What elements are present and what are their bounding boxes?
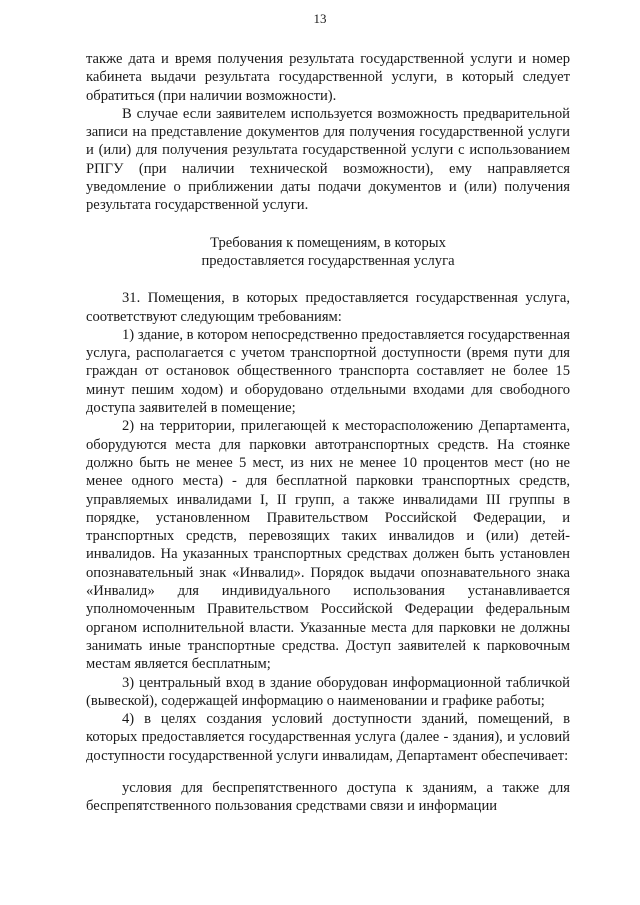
paragraph-item-4: 4) в целях создания условий доступности зданий, помещений, в которых предоставляется государственная услуга (далее - здания), и условий доступности государственной услуги инвалидам, Департамент обеспечивает: [86,711,570,764]
paragraph-item-3: 3) центральный вход в здание оборудован информационной табличкой (вывеской), содержащей информацию о наименовании и графике работы; [86,674,570,709]
section-heading-line-2: предоставляется государственная услуга [201,252,455,269]
page-number: 13 [313,11,327,26]
paragraph-accessibility-conditions: условия для беспрепятственного доступа к зданиям, а также для беспрепятственного пользования средствами связи и информации [86,779,570,815]
document-body [86,50,570,816]
paragraph-gap [86,765,570,779]
section-heading-line-1: Требования к помещениям, в которых [210,234,446,251]
paragraph-item-1: 1) здание, в котором непосредственно предоставляется государственная услуга, располагается с учетом транспортной доступности (время пути для граждан от остановок общественного транспорта составляет не более 15 минут пешим ходом) и оборудовано отдельными входами для свободного доступа заявителей в помещение; [86,326,570,417]
paragraph-preregistration: В случае если заявителем используется возможность предварительной записи на представление документов для получения государственной услуги и (или) для получения результата государственной услуги с использованием РПГУ (при наличии технической возможности), ему направляется уведомление о приближении даты подачи документов и (или) получения результата государственной услуги. [86,105,570,214]
paragraph-continuation: также дата и время получения результата государственной услуги и номер кабинета выдачи результата государственной услуги, в который следует обратиться (при наличии возможности). [86,51,570,104]
section-heading [86,234,570,271]
paragraph-clause-31: 31. Помещения, в которых предоставляется государственная услуга, соответствуют следующим требованиям: [86,290,570,325]
paragraph-item-2: 2) на территории, прилегающей к месторасположению Департамента, оборудуются места для парковки автотранспортных средств. На стоянке должно быть не менее 5 мест, из них не менее 10 процентов мест (но не менее одного места) - для бесплатной парковки транспортных средств, управляемых инвалидами I, II групп, а также инвалидами III группы в порядке, установленном Правительством Российской Федерации, и транспортных средств, перевозящих таких инвалидов и (или) детей-инвалидов. На указанных транспортных средствах должен быть установлен опознавательный знак «Инвалид». Порядок выдачи опознавательного знака «Инвалид» для индивидуального использования устанавливается уполномоченным Правительством Российской Федерации федеральным органом исполнительной власти. Указанные места для парковки не должны занимать иные транспортные средства. Доступ заявителей к парковочным местам является бесплатным; [86,418,570,673]
